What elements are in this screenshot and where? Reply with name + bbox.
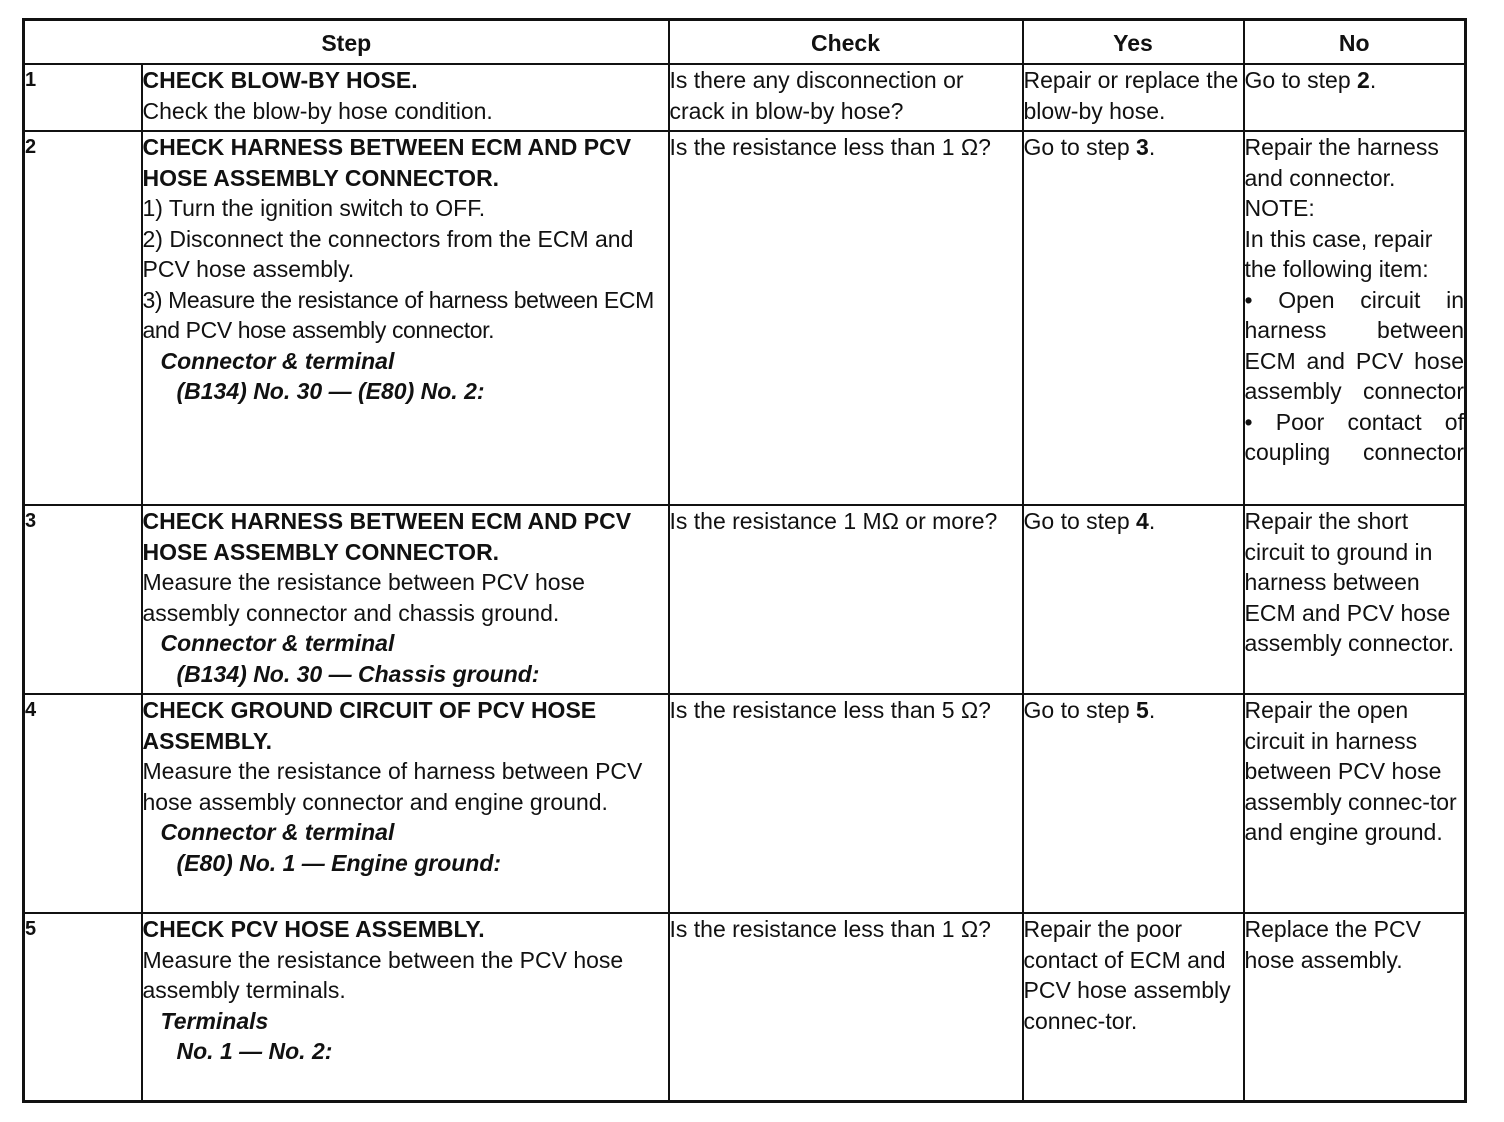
step-body: Measure the resistance between PCV hose assembly connector and chassis ground. xyxy=(142,569,585,626)
no-cell: Repair the short circuit to ground in harness between ECM and PCV hose assembly connector. xyxy=(1244,505,1466,694)
header-step: Step xyxy=(24,20,669,65)
yes-cell: Repair or replace the blow-by hose. xyxy=(1023,64,1244,131)
note-item: • Poor contact of coupling connector xyxy=(1244,408,1464,465)
yes-suffix: . xyxy=(1148,697,1156,723)
step-title: CHECK BLOW-BY HOSE. xyxy=(142,67,418,93)
note-intro: In this case, repair the following item: xyxy=(1244,225,1433,282)
yes-text: Go to step xyxy=(1023,134,1137,160)
step-title: CHECK HARNESS BETWEEN ECM AND PCV HOSE ASSEMBLY CONNECTOR. xyxy=(142,508,632,565)
step-cell xyxy=(142,131,669,505)
step-number: 3 xyxy=(24,505,142,694)
step-body: Check the blow-by hose condition. xyxy=(142,97,493,124)
step-number: 5 xyxy=(24,913,142,1101)
step-body: Measure the resistance between the PCV hose assembly terminals. xyxy=(142,946,624,1003)
step-title: CHECK PCV HOSE ASSEMBLY. xyxy=(142,916,485,942)
no-text: Go to step xyxy=(1244,67,1358,93)
yes-suffix: . xyxy=(1148,508,1156,534)
step-number: 2 xyxy=(24,131,142,505)
table-row xyxy=(24,131,1466,505)
table-row xyxy=(24,505,1466,694)
check-cell: Is the resistance less than 5 Ω? xyxy=(669,694,1023,913)
yes-text: Go to step xyxy=(1023,697,1137,723)
step-cell xyxy=(142,913,669,1101)
connector-terminal-label: Connector & terminal xyxy=(160,630,395,656)
no-cell: Repair the open circuit in harness between PCV hose assembly connec-tor and engine ground. xyxy=(1244,694,1466,913)
check-cell: Is the resistance less than 1 Ω? xyxy=(669,913,1023,1101)
yes-suffix: . xyxy=(1148,134,1156,160)
note-label: NOTE: xyxy=(1244,195,1315,221)
yes-step-ref: 3 xyxy=(1136,134,1149,160)
check-cell: Is the resistance 1 MΩ or more? xyxy=(669,505,1023,694)
no-cell xyxy=(1244,64,1466,131)
check-cell: Is there any disconnection or crack in blow-by hose? xyxy=(669,64,1023,131)
step-number: 1 xyxy=(24,64,142,131)
connector-terminal-value: (B134) No. 30 — Chassis ground: xyxy=(176,660,540,687)
step-title: CHECK HARNESS BETWEEN ECM AND PCV HOSE ASSEMBLY CONNECTOR. xyxy=(142,134,632,191)
procedure-step: 3) Measure the resistance of harness between ECM and PCV hose assembly connector. xyxy=(142,286,654,343)
connector-terminal-value: (B134) No. 30 — (E80) No. 2: xyxy=(176,378,485,404)
yes-text: Go to step xyxy=(1023,508,1137,534)
terminals-value: No. 1 — No. 2: xyxy=(176,1038,333,1064)
no-step-ref: 2 xyxy=(1357,67,1370,93)
table-row xyxy=(24,694,1466,913)
yes-cell: Repair the poor contact of ECM and PCV hose assembly connec-tor. xyxy=(1023,913,1244,1101)
diagnostic-table xyxy=(22,18,1467,1103)
yes-step-ref: 4 xyxy=(1136,508,1149,534)
note-item: • Open circuit in harness between ECM and PCV hose assembly connector xyxy=(1244,286,1464,404)
yes-cell xyxy=(1023,131,1244,505)
terminals-label: Terminals xyxy=(160,1007,269,1034)
procedure-step: 1) Turn the ignition switch to OFF. xyxy=(142,195,486,221)
header-row xyxy=(24,20,1466,65)
header-yes: Yes xyxy=(1023,20,1244,65)
connector-terminal-label: Connector & terminal xyxy=(160,347,395,374)
step-number: 4 xyxy=(24,694,142,913)
step-cell xyxy=(142,505,669,694)
header-no: No xyxy=(1244,20,1466,65)
yes-step-ref: 5 xyxy=(1136,697,1149,723)
step-title: CHECK GROUND CIRCUIT OF PCV HOSE ASSEMBLY. xyxy=(142,697,597,754)
table-row xyxy=(24,64,1466,131)
connector-terminal-label: Connector & terminal xyxy=(160,819,395,845)
yes-cell xyxy=(1023,694,1244,913)
no-suffix: . xyxy=(1369,67,1377,93)
no-text: Repair the harness and connector. xyxy=(1244,134,1439,191)
table-row xyxy=(24,913,1466,1101)
connector-terminal-value: (E80) No. 1 — Engine ground: xyxy=(176,849,502,876)
step-cell xyxy=(142,694,669,913)
check-cell: Is the resistance less than 1 Ω? xyxy=(669,131,1023,505)
step-body: Measure the resistance of harness between PCV hose assembly connector and engine ground. xyxy=(142,758,643,815)
no-cell: Replace the PCV hose assembly. xyxy=(1244,913,1466,1101)
step-cell xyxy=(142,64,669,131)
procedure-step: 2) Disconnect the connectors from the ECM and PCV hose assembly. xyxy=(142,225,634,282)
yes-cell xyxy=(1023,505,1244,694)
header-check: Check xyxy=(669,20,1023,65)
no-cell xyxy=(1244,131,1466,505)
